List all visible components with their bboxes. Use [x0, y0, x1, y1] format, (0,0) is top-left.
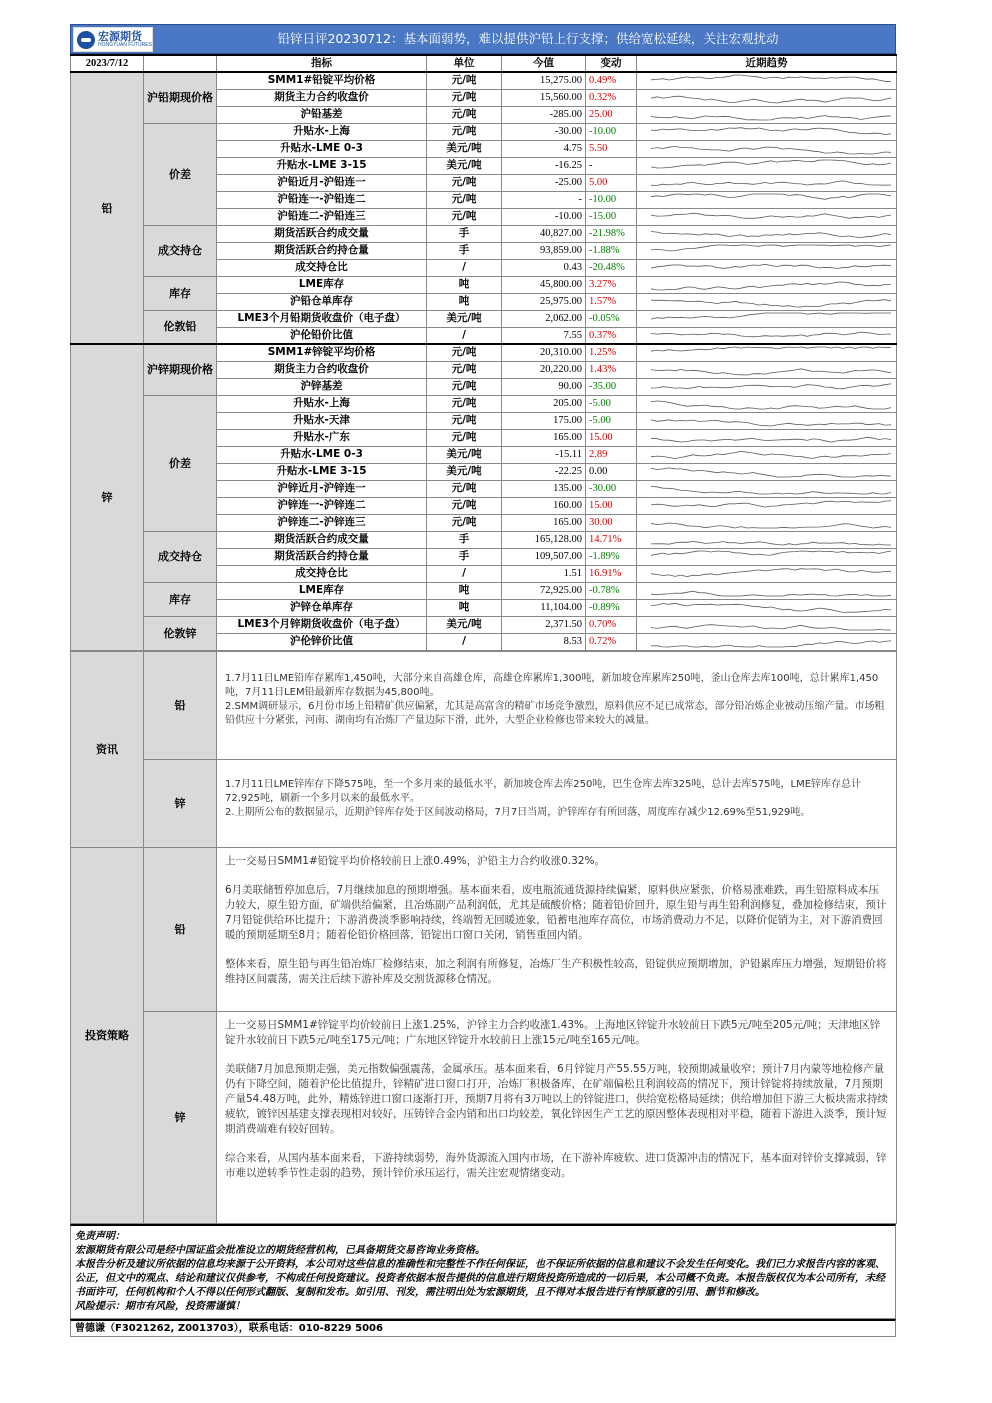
trend-sparkline-cell	[637, 548, 897, 565]
logo-en-text: HONGYUAN FUTURES	[98, 42, 152, 48]
change-cell: -1.88%	[586, 242, 637, 259]
unit-cell: 手	[427, 548, 502, 565]
trend-sparkline-cell	[637, 582, 897, 599]
news-zinc-row	[71, 759, 897, 847]
strategy-lead-paragraph: 6月美联储暂停加息后，7月继续加息的预期增强。基本面来看，废电瓶流通货源持续偏紧，原料供应紧张，价格易涨难跌，再生铅原料成本压力较大，原生铅方面，矿端供给偏紧，且冶炼副产品利润低，尤其是硫酸价格；随着铅价回升，原生铅与再生铅利润修复，叠加检修结束，预计7月铅锭供给环比提升；下游消费淡季影响持续，终端暂无回暖迹象，铅蓄电池库存高位，市场消费动力不足，以降价促销为主，对下游消费回暖的预期延期至8月；随着伦铅价格回落，铅锭出口窗口关闭，销售重回内销。	[225, 883, 887, 941]
indicator-cell: 期货活跃合约成交量	[217, 531, 427, 548]
table-row	[71, 616, 897, 633]
value-cell: 205.00	[502, 395, 586, 412]
data-table	[70, 54, 897, 651]
trend-sparkline	[637, 617, 895, 632]
today-header: 今值	[502, 55, 586, 72]
value-cell: 2,371.50	[502, 616, 586, 633]
trend-sparkline-cell	[637, 242, 897, 259]
trend-sparkline	[637, 192, 895, 207]
table-row	[71, 310, 897, 327]
table-row	[71, 276, 897, 293]
trend-sparkline	[637, 260, 895, 275]
strategy-zinc-paragraph: 美联储7月加息预期走强，美元指数偏强震荡，金属承压。基本面来看，6月锌锭月产55.55万吨，较预期减量收窄；预计7月内蒙等地检修产量仍有下降空间，随着沪伦比值提升，锌精矿进口窗口打开，冶炼厂积极备库，在矿端偏松且利润较高的情况下，预计锌锭将持续放量，7月预期产量54.48万吨，此外，精炼锌进口窗口逐渐打开，预期7月将有3万吨以上的锌锭进口，供给宽松格局延续；供给增加但下游三大板块需求持续疲软，镀锌因基建支撑表现相对较好，压铸锌合金内销和出口均较差，氧化锌因生产工艺的原因整体表现相对平稳，随着下游进入淡季，预计短期消费端难有较好回转。	[225, 1062, 888, 1135]
value-cell: -30.00	[502, 123, 586, 140]
change-cell: 0.72%	[586, 633, 637, 650]
change-cell: -20.48%	[586, 259, 637, 276]
indicator-cell: 期货主力合约收盘价	[217, 89, 427, 106]
indicator-cell: 沪铅连一-沪铅连二	[217, 191, 427, 208]
unit-cell: 元/吨	[427, 429, 502, 446]
trend-sparkline-cell	[637, 123, 897, 140]
trend-sparkline	[637, 158, 895, 173]
trend-sparkline	[637, 515, 895, 530]
group-label: 库存	[144, 582, 217, 616]
change-cell: 25.00	[586, 106, 637, 123]
change-cell: -5.00	[586, 395, 637, 412]
strategy-lead-paragraph: 上一交易日SMM1#铅锭平均价格较前日上涨0.49%，沪铅主力合约收涨0.32%。	[225, 854, 605, 867]
value-cell: -15.11	[502, 446, 586, 463]
value-cell: 40,827.00	[502, 225, 586, 242]
value-cell: 165.00	[502, 429, 586, 446]
indicator-cell: 期货活跃合约成交量	[217, 225, 427, 242]
trend-sparkline-cell	[637, 463, 897, 480]
group-label: 成交持仓	[144, 225, 217, 276]
change-cell: -21.98%	[586, 225, 637, 242]
trend-sparkline	[637, 90, 895, 105]
trend-sparkline-cell	[637, 344, 897, 361]
trend-sparkline-cell	[637, 293, 897, 310]
value-cell: 2,062.00	[502, 310, 586, 327]
value-cell: 15,560.00	[502, 89, 586, 106]
unit-cell: 元/吨	[427, 361, 502, 378]
value-cell: 93,859.00	[502, 242, 586, 259]
trend-header: 近期趋势	[637, 55, 897, 72]
value-cell: 20,310.00	[502, 344, 586, 361]
change-cell: 15.00	[586, 429, 637, 446]
trend-sparkline-cell	[637, 259, 897, 276]
trend-sparkline	[637, 141, 895, 156]
trend-sparkline	[637, 549, 895, 564]
trend-sparkline	[637, 226, 895, 241]
indicator-cell: LME库存	[217, 276, 427, 293]
value-cell: -10.00	[502, 208, 586, 225]
unit-cell: 手	[427, 531, 502, 548]
indicator-cell: 沪锌基差	[217, 378, 427, 395]
trend-sparkline	[637, 209, 895, 224]
trend-sparkline-cell	[637, 480, 897, 497]
change-cell: 3.27%	[586, 276, 637, 293]
trend-sparkline-cell	[637, 616, 897, 633]
trend-sparkline-cell	[637, 310, 897, 327]
trend-sparkline	[637, 566, 895, 581]
unit-cell: 元/吨	[427, 208, 502, 225]
table-row	[71, 582, 897, 599]
indicator-cell: LME3个月锌期货收盘价（电子盘）	[217, 616, 427, 633]
value-cell: -16.25	[502, 157, 586, 174]
table-row	[71, 72, 897, 89]
footer-contact: 曾德谦（F3021262, Z0013703），联系电话：010-8229 5006	[70, 1319, 896, 1337]
change-cell: -15.00	[586, 208, 637, 225]
value-cell: 135.00	[502, 480, 586, 497]
strategy-label: 投资策略	[71, 847, 144, 1223]
value-cell: 109,507.00	[502, 548, 586, 565]
unit-cell: 手	[427, 225, 502, 242]
group-label: 库存	[144, 276, 217, 310]
indicator-cell: 沪伦铅价比值	[217, 327, 427, 344]
value-cell: -25.00	[502, 174, 586, 191]
unit-cell: 元/吨	[427, 344, 502, 361]
unit-cell: 元/吨	[427, 395, 502, 412]
change-cell: 0.32%	[586, 89, 637, 106]
change-cell: 1.25%	[586, 344, 637, 361]
unit-cell: 元/吨	[427, 106, 502, 123]
change-cell: -10.00	[586, 123, 637, 140]
news-zinc-label: 锌	[144, 759, 217, 847]
unit-cell: /	[427, 565, 502, 582]
trend-sparkline-cell	[637, 191, 897, 208]
metal-label: 铅	[71, 72, 144, 344]
indicator-cell: 期货活跃合约持仓量	[217, 242, 427, 259]
trend-sparkline	[637, 328, 895, 343]
strategy-zinc-label: 锌	[144, 1011, 217, 1223]
group-label: 伦敦铅	[144, 310, 217, 344]
table-row	[71, 531, 897, 548]
value-cell: 7.55	[502, 327, 586, 344]
indicator-cell: 沪锌近月-沪锌连一	[217, 480, 427, 497]
strategy-lead-row	[71, 847, 897, 1011]
trend-sparkline-cell	[637, 514, 897, 531]
unit-cell: 元/吨	[427, 191, 502, 208]
indicator-cell: 升贴水-上海	[217, 395, 427, 412]
change-cell: 5.50	[586, 140, 637, 157]
change-cell: 1.43%	[586, 361, 637, 378]
change-cell: -5.00	[586, 412, 637, 429]
value-cell: 15,275.00	[502, 72, 586, 89]
trend-sparkline	[637, 294, 895, 309]
value-cell: 175.00	[502, 412, 586, 429]
indicator-cell: 沪锌连一-沪锌连二	[217, 497, 427, 514]
value-cell: 72,925.00	[502, 582, 586, 599]
news-lead-row	[71, 651, 897, 759]
report-page	[70, 24, 896, 1337]
report-header	[70, 24, 896, 54]
value-cell: 8.53	[502, 633, 586, 650]
unit-cell: 元/吨	[427, 514, 502, 531]
trend-sparkline	[637, 447, 895, 462]
change-cell: -30.00	[586, 480, 637, 497]
trend-sparkline	[637, 379, 895, 394]
indicator-cell: 沪铅仓单库存	[217, 293, 427, 310]
trend-sparkline	[637, 532, 895, 547]
unit-cell: 元/吨	[427, 72, 502, 89]
report-date: 2023/7/12	[71, 55, 144, 72]
indicator-cell: 期货活跃合约持仓量	[217, 548, 427, 565]
unit-cell: 吨	[427, 599, 502, 616]
unit-cell: 吨	[427, 582, 502, 599]
unit-cell: /	[427, 633, 502, 650]
unit-cell: 美元/吨	[427, 310, 502, 327]
unit-cell: 手	[427, 242, 502, 259]
indicator-cell: 升贴水-LME 3-15	[217, 463, 427, 480]
change-cell: 15.00	[586, 497, 637, 514]
change-cell: 2.89	[586, 446, 637, 463]
indicator-cell: 沪锌仓单库存	[217, 599, 427, 616]
news-lead-label: 铅	[144, 651, 217, 759]
change-cell: -0.78%	[586, 582, 637, 599]
unit-header: 单位	[427, 55, 502, 72]
trend-sparkline	[637, 583, 895, 598]
trend-sparkline-cell	[637, 412, 897, 429]
trend-sparkline-cell	[637, 633, 897, 650]
disclaimer-title: 免责声明：	[75, 1230, 125, 1242]
group-label: 沪锌期现价格	[144, 344, 217, 395]
trend-sparkline	[637, 396, 895, 411]
value-cell: 165.00	[502, 514, 586, 531]
strategy-zinc-paragraph: 综合来看，从国内基本面来看，下游持续弱势，海外货源流入国内市场，在下游补库疲软、进口货源冲击的情况下，基本面对锌价支撑减弱，锌市难以逆转季节性走弱的趋势，预计锌价承压运行，需关注宏观情绪变动。	[225, 1151, 887, 1179]
table-row	[71, 344, 897, 361]
trend-sparkline	[637, 600, 895, 615]
strategy-zinc-text	[217, 1011, 897, 1223]
table-row	[71, 225, 897, 242]
indicator-cell: 升贴水-广东	[217, 429, 427, 446]
group-label: 成交持仓	[144, 531, 217, 582]
trend-sparkline	[637, 413, 895, 428]
news-zinc-paragraph: 2.上期所公布的数据显示，近期沪锌库存处于区间波动格局，7月7日当周，沪锌库存有所回落，周度库存减少12.69%至51,929吨。	[225, 806, 811, 818]
value-cell: 160.00	[502, 497, 586, 514]
indicator-cell: SMM1#锌锭平均价格	[217, 344, 427, 361]
indicator-cell: 成交持仓比	[217, 565, 427, 582]
trend-sparkline	[637, 311, 895, 326]
change-cell: -1.89%	[586, 548, 637, 565]
change-cell: -35.00	[586, 378, 637, 395]
indicator-cell: LME库存	[217, 582, 427, 599]
trend-sparkline	[637, 107, 895, 122]
trend-sparkline	[637, 498, 895, 513]
strategy-lead-paragraph: 整体来看，原生铅与再生铅冶炼厂检修结束，加之利润有所修复，冶炼厂生产积极性较高，铅锭供应预期增加，沪铅累库压力增强，短期铅价将维持区间震荡，需关注后续下游补库及交割货源移仓情况。	[225, 957, 887, 985]
change-header: 变动	[586, 55, 637, 72]
change-cell: 14.71%	[586, 531, 637, 548]
disclaimer-line: 宏源期货有限公司是经中国证监会批准设立的期货经营机构，已具备期货交易咨询业务资格。	[75, 1244, 485, 1256]
change-cell: 0.00	[586, 463, 637, 480]
table-row	[71, 123, 897, 140]
unit-cell: 元/吨	[427, 378, 502, 395]
indicator-cell: 沪铅基差	[217, 106, 427, 123]
trend-sparkline-cell	[637, 497, 897, 514]
unit-cell: 元/吨	[427, 412, 502, 429]
trend-sparkline-cell	[637, 361, 897, 378]
change-cell: 30.00	[586, 514, 637, 531]
value-cell: 25,975.00	[502, 293, 586, 310]
news-lead-text	[217, 651, 897, 759]
change-cell: -0.89%	[586, 599, 637, 616]
disclaimer-line: 风险提示：期市有风险，投资需谨慎！	[75, 1300, 245, 1312]
trend-sparkline-cell	[637, 446, 897, 463]
text-table	[70, 651, 897, 1224]
trend-sparkline-cell	[637, 157, 897, 174]
trend-sparkline-cell	[637, 395, 897, 412]
table-row	[71, 395, 897, 412]
trend-sparkline	[637, 345, 895, 360]
strategy-lead-label: 铅	[144, 847, 217, 1011]
unit-cell: /	[427, 327, 502, 344]
unit-cell: 吨	[427, 276, 502, 293]
trend-sparkline-cell	[637, 106, 897, 123]
change-cell: 5.00	[586, 174, 637, 191]
indicator-cell: 升贴水-LME 0-3	[217, 446, 427, 463]
change-cell: 16.91%	[586, 565, 637, 582]
unit-cell: 美元/吨	[427, 616, 502, 633]
indicator-cell: 升贴水-天津	[217, 412, 427, 429]
unit-cell: 美元/吨	[427, 140, 502, 157]
indicator-cell: 沪伦锌价比值	[217, 633, 427, 650]
trend-sparkline-cell	[637, 140, 897, 157]
metal-label: 锌	[71, 344, 144, 650]
trend-sparkline-cell	[637, 327, 897, 344]
change-cell: -	[586, 157, 637, 174]
unit-cell: 美元/吨	[427, 463, 502, 480]
value-cell: 1.51	[502, 565, 586, 582]
news-zinc-text	[217, 759, 897, 847]
news-lead-paragraph: 1.7月11日LME铅库存累库1,450吨，大部分来自高雄仓库，高雄仓库累库1,300吨，新加坡仓库累库250吨，釜山仓库去库100吨，总计累库1,450吨，7月11日LEM铅最新库存数据为45,800吨。	[225, 672, 879, 698]
change-cell: -0.05%	[586, 310, 637, 327]
trend-sparkline	[637, 124, 895, 139]
group-label: 价差	[144, 395, 217, 531]
change-cell: 0.70%	[586, 616, 637, 633]
unit-cell: 元/吨	[427, 123, 502, 140]
group-label: 沪铅期现价格	[144, 72, 217, 123]
group-label: 价差	[144, 123, 217, 225]
value-cell: 4.75	[502, 140, 586, 157]
news-label: 资讯	[71, 651, 144, 847]
trend-sparkline	[637, 243, 895, 258]
change-cell: 0.37%	[586, 327, 637, 344]
indicator-cell: 沪锌连二-沪锌连三	[217, 514, 427, 531]
trend-sparkline-cell	[637, 531, 897, 548]
unit-cell: 元/吨	[427, 480, 502, 497]
strategy-zinc-paragraph: 上一交易日SMM1#锌锭平均价较前日上涨1.25%，沪锌主力合约收涨1.43%。上海地区锌锭升水较前日下跌5元/吨至205元/吨；天津地区锌锭升水较前日下跌5元/吨至175元/吨；广东地区锌锭升水较前日上涨15元/吨至165元/吨。	[225, 1018, 881, 1046]
indicator-header: 指标	[217, 55, 427, 72]
logo-cn-text: 宏源期货	[98, 30, 142, 43]
change-cell: 0.49%	[586, 72, 637, 89]
trend-sparkline-cell	[637, 276, 897, 293]
group-label: 伦敦锌	[144, 616, 217, 650]
unit-cell: 美元/吨	[427, 446, 502, 463]
value-cell: -	[502, 191, 586, 208]
disclaimer	[70, 1224, 896, 1319]
trend-sparkline	[637, 277, 895, 292]
value-cell: -285.00	[502, 106, 586, 123]
trend-sparkline-cell	[637, 599, 897, 616]
unit-cell: 吨	[427, 293, 502, 310]
value-cell: 165,128.00	[502, 531, 586, 548]
value-cell: 45,800.00	[502, 276, 586, 293]
value-cell: 20,220.00	[502, 361, 586, 378]
strategy-lead-text	[217, 847, 897, 1011]
indicator-cell: 期货主力合约收盘价	[217, 361, 427, 378]
trend-sparkline	[637, 175, 895, 190]
indicator-cell: SMM1#铅锭平均价格	[217, 72, 427, 89]
change-cell: 1.57%	[586, 293, 637, 310]
indicator-cell: LME3个月铅期货收盘价（电子盘）	[217, 310, 427, 327]
indicator-cell: 升贴水-LME 0-3	[217, 140, 427, 157]
logo-icon	[77, 31, 95, 49]
trend-sparkline	[637, 464, 895, 479]
strategy-zinc-row	[71, 1011, 897, 1223]
value-cell: 0.43	[502, 259, 586, 276]
indicator-cell: 升贴水-上海	[217, 123, 427, 140]
unit-cell: 美元/吨	[427, 157, 502, 174]
indicator-cell: 成交持仓比	[217, 259, 427, 276]
unit-cell: 元/吨	[427, 497, 502, 514]
trend-sparkline-cell	[637, 378, 897, 395]
news-zinc-paragraph: 1.7月11日LME锌库存下降575吨，至一个多月来的最低水平，新加坡仓库去库250吨，巴生仓库去库325吨，总计去库575吨，LME锌库存总计72,925吨，刷新一个多月以来的最低水平。	[225, 778, 862, 804]
trend-sparkline	[637, 362, 895, 377]
trend-sparkline	[637, 481, 895, 496]
value-cell: -22.25	[502, 463, 586, 480]
trend-sparkline-cell	[637, 225, 897, 242]
trend-sparkline-cell	[637, 72, 897, 89]
news-lead-paragraph: 2.SMM调研显示，6月份市场上铅精矿供应偏紧，尤其是高富含的精矿市场竞争激烈，原料供应不足已成常态，部分铅冶炼企业被动压缩产量。市场粗铅供应十分紧张，河南、湖南均有冶炼厂产量边际下滑，此外，大型企业检修也带来较大的减量。	[225, 700, 885, 726]
company-logo	[73, 27, 153, 52]
value-cell: 11,104.00	[502, 599, 586, 616]
trend-sparkline-cell	[637, 89, 897, 106]
disclaimer-line: 本报告分析及建议所依据的信息均来源于公开资料，本公司对这些信息的准确性和完整性不作任何保证，也不保证所依据的信息和建议不会发生任何变化。我们已力求报告内容的客观、公正，但文中的观点、结论和建议仅供参考，不构成任何投资建议。投资者依据本报告提供的信息进行期货投资所造成的一切后果，本公司概不负责。本报告版权仅为本公司所有，未经书面许可，任何机构和个人不得以任何形式翻版、复制和发布。如引用、刊发，需注明出处为宏源期货，且不得对本报告进行有悖原意的引用、删节和修改。	[75, 1258, 885, 1298]
indicator-cell: 升贴水-LME 3-15	[217, 157, 427, 174]
unit-cell: 元/吨	[427, 89, 502, 106]
trend-sparkline	[637, 634, 895, 649]
trend-sparkline	[637, 430, 895, 445]
trend-sparkline-cell	[637, 174, 897, 191]
report-title: 铅锌日评20230712：基本面弱势，难以提供沪铅上行支撑；供给宽松延续，关注宏观扰动	[277, 31, 779, 46]
trend-sparkline-cell	[637, 429, 897, 446]
column-header-row	[71, 55, 897, 72]
trend-sparkline	[637, 73, 895, 88]
indicator-cell: 沪铅连二-沪铅连三	[217, 208, 427, 225]
unit-cell: /	[427, 259, 502, 276]
trend-sparkline-cell	[637, 565, 897, 582]
unit-cell: 元/吨	[427, 174, 502, 191]
trend-sparkline-cell	[637, 208, 897, 225]
indicator-cell: 沪铅近月-沪铅连一	[217, 174, 427, 191]
change-cell: -10.00	[586, 191, 637, 208]
value-cell: 90.00	[502, 378, 586, 395]
